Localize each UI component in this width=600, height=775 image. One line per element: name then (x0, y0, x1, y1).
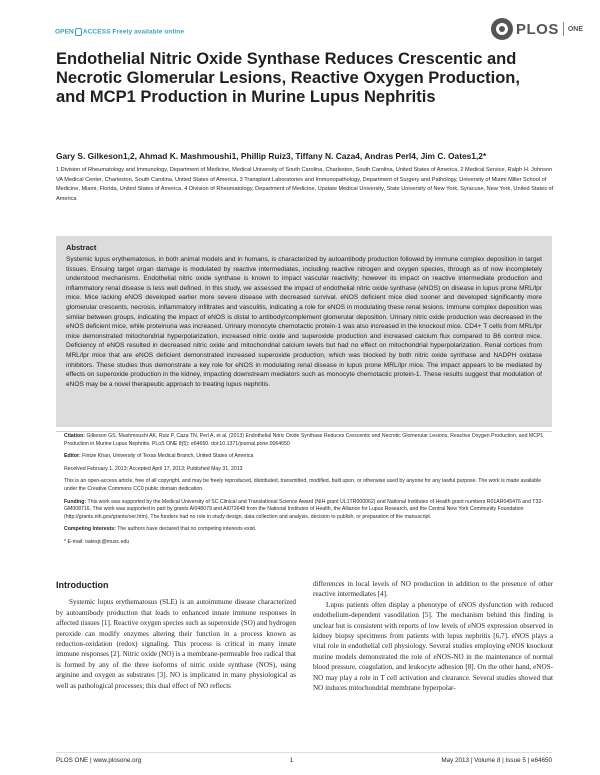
body-column-right (313, 579, 553, 693)
funding-label: Funding: (64, 498, 87, 505)
footer-journal: PLOS ONE | www.plosone.org (56, 757, 142, 764)
funding (64, 499, 552, 522)
author-list: Gary S. Gilkeson1,2, Ahmad K. Mashmoushi1, Phillip Ruiz3, Tiffany N. Caza4, Andras Perl4, Jim C. Oates1,2* (56, 151, 487, 161)
logo-divider (563, 22, 564, 36)
access-label: ACCESS Freely available online (82, 28, 185, 36)
intro-paragraph-2: Lupus patients often display a phenotype of eNOS dysfunction with reduced endothelium-dependent vasodilation [5]. The mechanism behind this finding is unclear but is consistent with reports of low levels of eNOS expression observed in kidney biopsy specimens from patients with lupus nephritis [6,7]. eNOS plays a vital role in endothelial cell physiology. Several studies employing eNOS knockout murine models demonstrated the role of eNOS-NO in the maintenance of normal blood pressure, coagulation, and leukocyte adhesion [8]. On the other hand, eNOS-NO may play a role in T cell activation and clearance. Several studies showed that NO induces mitochondrial membrane hyperpolar- (313, 600, 553, 693)
funding-text: This work was supported by the Medical University of SC Clinical and Translational Science Award (NIH grant UL1TR000062) and National Institutes of Health grant numbers R01AR045476 and T32-GM008716. This work was supported in part by grants AI048079 and AI072648 from the National Institutes of Health, the Alliance for Lupus Research, and the Central New York Community Foundation (http://grants.nih.gov/grants/oer.htm). The funders had no role in study design, data collection and analysis, decision to publish, or preparation of the manuscript. (64, 498, 543, 520)
meta-divider (56, 431, 552, 432)
abstract-box (56, 236, 552, 427)
editor (64, 453, 552, 461)
intro-paragraph-1: Systemic lupus erythematosus (SLE) is an autoimmune disease characterized by autoantibody production that leads to enhanced innate immune responses in affected tissues [1]. Reactive oxygen species such as superoxide (SO) and hydrogen peroxide can modify enzymes altering their function in a process known as reduction-oxidation (redox) signaling. This process is critical in many innate immune responses [2]. Nitric oxide (NO) is a membrane-permeable free radical that is formed by any of the three isoforms of nitric oxide synthase (NOS), using arginine and oxygen as substrates [3]. NO is implicated in many physiological as well as pathological processes; this dual effect of NO reflects (56, 598, 296, 690)
article-metadata (56, 433, 552, 552)
editor-label: Editor: (64, 453, 81, 460)
citation-text: Gilkeson GS, Mashmoushi AK, Ruiz P, Caza TN, Perl A, et al. (2013) Endothelial Nitric Oxide Synthase Reduces Crescentic and Necrotic Glomerular Lesions, Reactive Oxygen Production, and MCP1 Production in Murine Lupus Nephritis. PLoS ONE 8(5): e64650. doi:10.1371/journal.pone.0064650 (64, 433, 544, 447)
logo-suffix: ONE (567, 25, 584, 33)
license: This is an open-access article, free of all copyright, and may be freely reproduced, distributed, transmitted, modified, built upon, or otherwise used by anyone for any lawful purpose. The work is made available under the Creative Commons CC0 public domain dedication. (64, 478, 542, 492)
abstract-text: Systemic lupus erythematosus, in both animal models and in humans, is characterized by autoantibody production followed by immune complex deposition in target tissues. Ensuing target organ damage is modulated by reactive intermediates, including reactive nitrogen and oxygen species, through as of now incompletely understood mechanisms. Endothelial nitric oxide synthase is known to impact vascular reactivity; however its impact on reactive intermediate production and inflammatory renal disease is less well defined. In this study, we assessed the impact of endothelial nitric oxide synthase (eNOS) on disease in lupus prone MRL/lpr mice. Mice lacking eNOS developed earlier more severe disease with decreased survival. eNOS deficient mice died sooner and developed significantly more glomerular crescents, necrosis, inflammatory infiltrates and vasculitis, indicating a role for eNOS in modulating these renal lesions. Immune complex deposition was similar between groups, indicating the impact of eNOS is distal to antibody/complement glomerular deposition. Urinary nitric oxide production was decreased in the eNOS deficient mice, while proteinuria was increased. Urinary monocyte chemotactic protein-1 was also increased in the knockout mice. CD4+ T cells from MRL/lpr mice demonstrated mitochondrial hyperpolarization, increased nitric oxide and superoxide production and increased calcium flux compared to B6 control mice. Deficiency of eNOS resulted in decreased nitric oxide and mitochondrial calcium levels but had no effect on mitochondrial hyperpolarization. Renal cortices from MRL/lpr mice that are eNOS deficient demonstrated increased superoxide production, which was blocked by both nitric oxide synthase and NADPH oxidase inhibitors. These studies thus demonstrate a key role for eNOS in modulating renal disease in lupus prone MRL/lpr mice. The impact appears to be mediated by effects on superoxide production in the kidney, impacting downstream mediators such as monocyte chemotactic protein-1. These results suggest that modulation of eNOS may be a novel therapeutic approach to treating lupus nephritis. (66, 256, 542, 388)
intro-paragraph-continued: differences in local levels of NO production in addition to the presence of other reactive intermediates [4]. (313, 580, 553, 599)
abstract-heading: Abstract (66, 243, 97, 252)
plos-logo (491, 18, 583, 40)
footer-issue: May 2013 | Volume 8 | Issue 5 | e64650 (441, 757, 552, 764)
competing-interests (64, 526, 552, 534)
article-title: Endothelial Nitric Oxide Synthase Reduces Crescentic and Necrotic Glomerular Lesions, Reactive Oxygen Production, and MCP1 Production in Murine Lupus Nephritis (56, 50, 520, 106)
open-access-label (55, 28, 184, 36)
footer-page-number: 1 (289, 757, 294, 764)
open-label: OPEN (55, 28, 74, 36)
dates: Received February 1, 2013; Accepted April 17, 2013; Published May 31, 2013 (64, 465, 243, 472)
affiliations: 1 Division of Rheumatology and Immunology, Department of Medicine, Medical University of South Carolina, Charleston, South Carolina, United States of America, 2 Medical Service, Ralph H. Johnson VA Medical Center, Charleston, South Carolina, United States of America, 3 Transplant Laboratories and Immunopathology, Department of Surgery and Pathology, University of Miami Miller School of Medicine, Miami, Florida, United States of America, 4 Division of Rheumatology, Department of Medicine, Upstate Medical University, State University of New York, Syracuse, New York, United States of America (56, 167, 554, 202)
editor-text: Fintze Khan, University of Texas Medical Branch, United States of America (82, 453, 254, 460)
competing-text: The authors have declared that no competing interests exist. (117, 526, 257, 533)
citation-label: Citation: (64, 433, 86, 439)
citation (64, 433, 552, 448)
page-footer (56, 752, 552, 764)
logo-text: PLOS (516, 20, 559, 38)
body-column-left (56, 580, 296, 691)
competing-label: Competing Interests: (64, 526, 116, 533)
email[interactable]: * E-mail: oatesjc@musc.edu (64, 538, 130, 545)
open-lock-icon (75, 28, 82, 36)
plos-logo-icon (491, 18, 513, 40)
intro-heading: Introduction (56, 580, 109, 590)
